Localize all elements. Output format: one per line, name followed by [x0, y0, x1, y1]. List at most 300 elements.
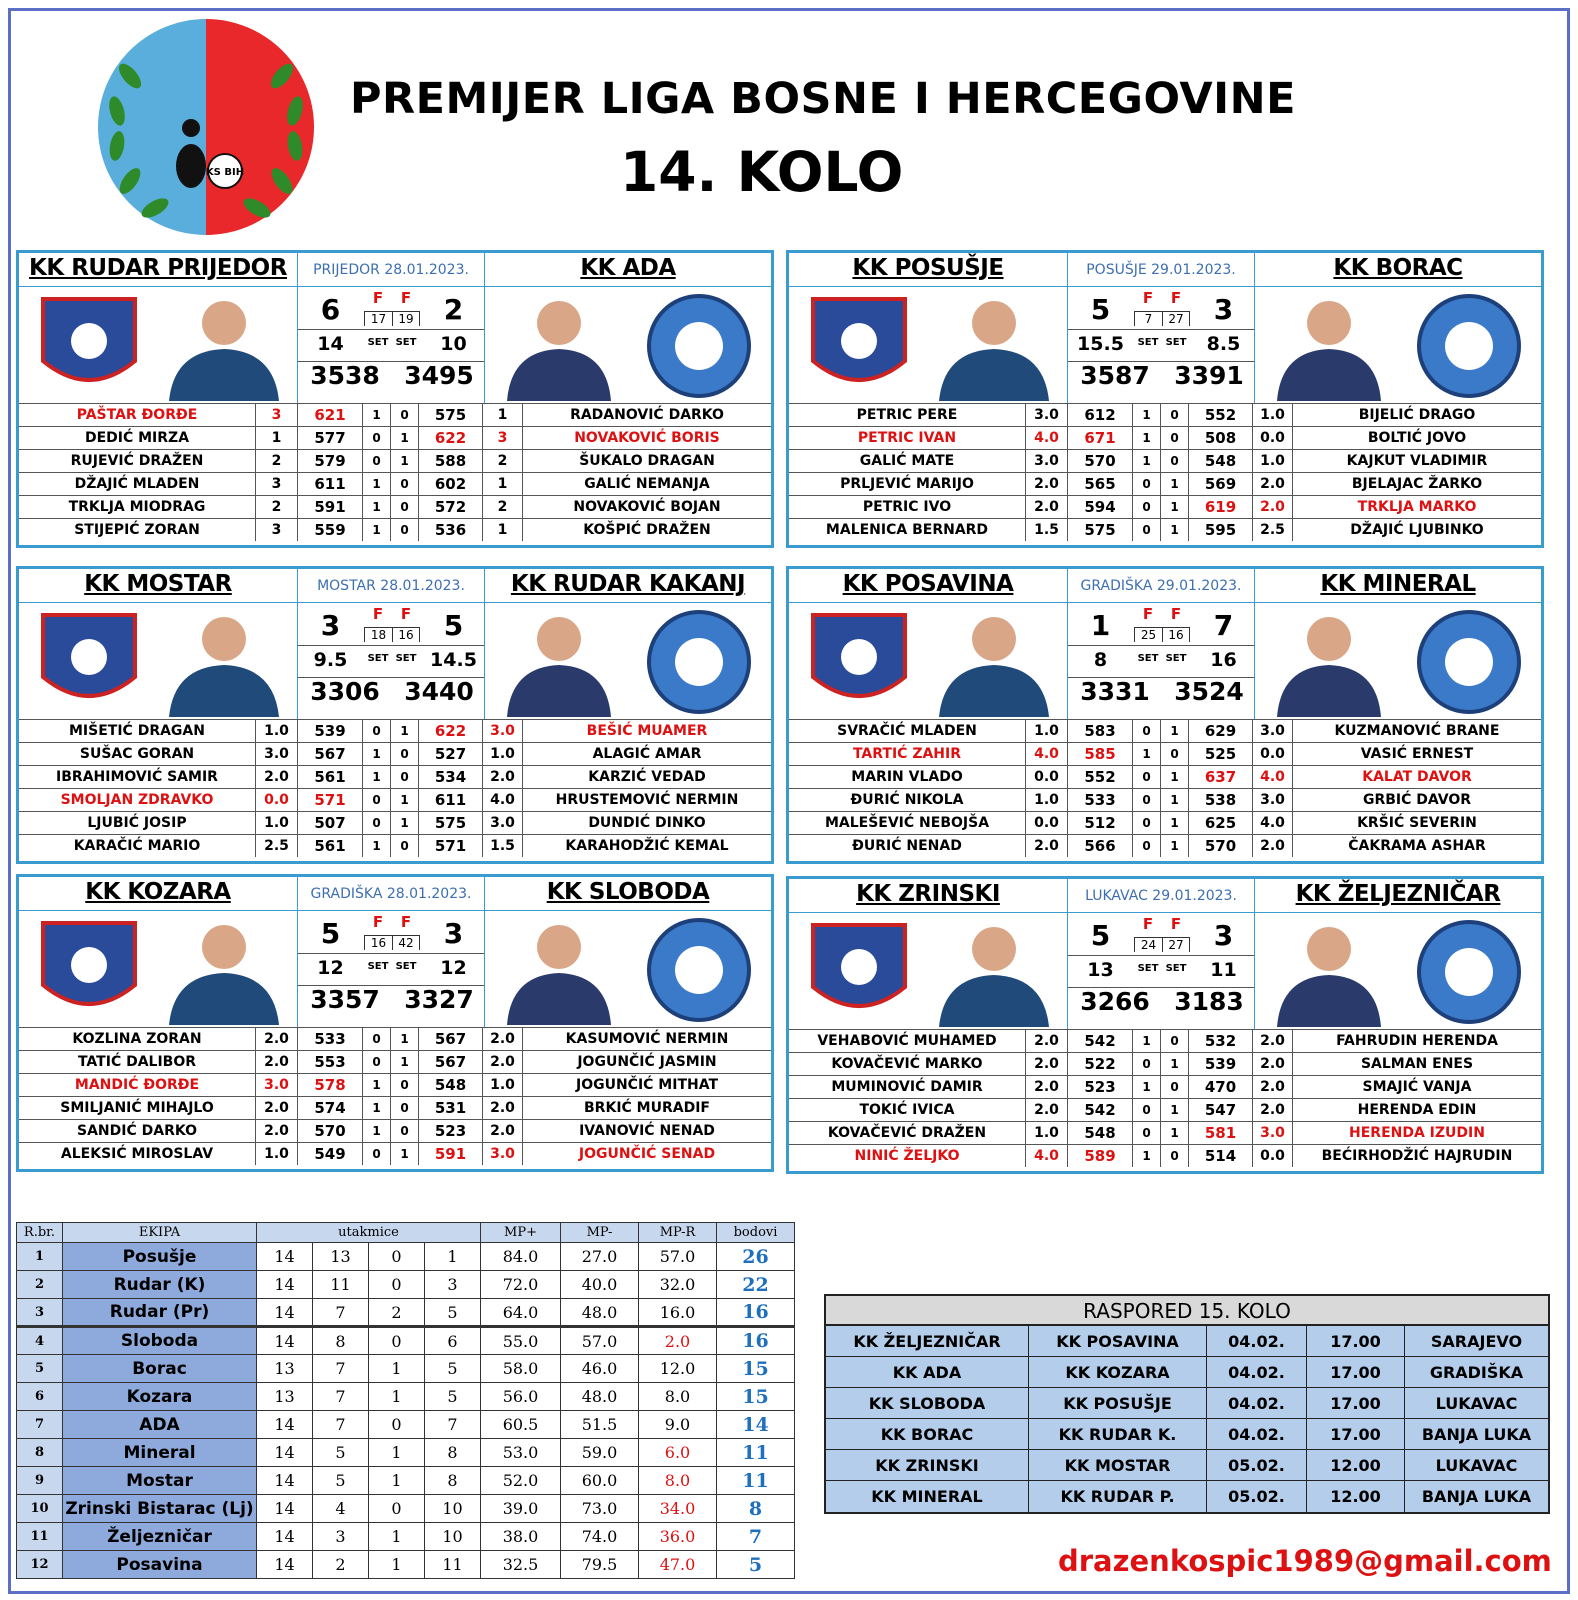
f-label: F	[1170, 915, 1182, 933]
away-match-point: 0	[1160, 1076, 1188, 1098]
away-pins: 595	[1188, 519, 1253, 541]
schedule-row	[826, 1357, 1548, 1388]
f-label: F	[400, 605, 412, 623]
home-match-point: 1	[1132, 450, 1160, 472]
home-pins: 553	[297, 1051, 362, 1073]
home-set-points: 1.0	[255, 720, 297, 742]
standings-mp-plus: 32.5	[481, 1551, 561, 1579]
player-row	[19, 403, 771, 426]
match-header	[19, 253, 771, 287]
away-match-point: 0	[390, 1074, 418, 1096]
away-match-point: 1	[390, 720, 418, 742]
schedule-row	[826, 1388, 1548, 1419]
standings-played: 13	[257, 1355, 313, 1383]
schedule-title: RASPORED 15. KOLO	[826, 1296, 1548, 1326]
schedule-home: KK ADA	[826, 1357, 1029, 1388]
away-set-points: 0.0	[1253, 1145, 1293, 1167]
standings-mp-diff: 36.0	[639, 1523, 717, 1551]
standings-row	[17, 1411, 795, 1439]
standings-played: 14	[257, 1243, 313, 1271]
away-sets: 14.5	[430, 649, 477, 671]
away-match-point: 0	[1160, 427, 1188, 449]
standings-lost: 1	[425, 1243, 481, 1271]
home-pins: 533	[297, 1028, 362, 1050]
away-sets: 10	[440, 333, 467, 355]
home-team-name: KK RUDAR PRIJEDOR	[29, 255, 287, 281]
player-row	[789, 449, 1541, 472]
home-match-point: 1	[362, 404, 390, 426]
standings-team: Rudar (K)	[63, 1271, 257, 1299]
standings-lost: 3	[425, 1271, 481, 1299]
home-club-logo	[33, 291, 145, 401]
set-label: SET	[367, 337, 389, 348]
away-player-name: KARZIĆ VEDAD	[588, 769, 706, 785]
away-club-logo	[639, 291, 759, 401]
schedule-time: 17.00	[1307, 1357, 1405, 1388]
home-match-point: 0	[1132, 766, 1160, 788]
schedule-away: KK POSAVINA	[1029, 1326, 1207, 1357]
away-set-points: 3.0	[1253, 789, 1293, 811]
away-club-logo	[1409, 607, 1529, 717]
standings-won: 8	[313, 1327, 369, 1355]
away-match-point: 0	[1160, 404, 1188, 426]
schedule-away: KK KOZARA	[1029, 1357, 1207, 1388]
home-points: 6	[320, 293, 341, 326]
away-match-point: 0	[390, 519, 418, 541]
home-f-value: 17	[364, 311, 392, 326]
home-match-point: 1	[362, 473, 390, 495]
home-player-name: MIŠETIĆ DRAGAN	[69, 723, 205, 739]
schedule-date: 04.02.	[1207, 1357, 1307, 1388]
away-pins: 622	[418, 427, 483, 449]
away-player-name: BIJELIĆ DRAGO	[1358, 407, 1476, 423]
standings-row	[17, 1551, 795, 1579]
player-row	[19, 834, 771, 857]
player-row	[19, 518, 771, 541]
home-match-point: 0	[362, 812, 390, 834]
home-match-point: 1	[362, 496, 390, 518]
player-row	[789, 765, 1541, 788]
home-player-name: PETRIC PERE	[856, 407, 958, 423]
away-pins: 523	[418, 1120, 483, 1142]
away-set-points: 1	[483, 473, 523, 495]
standings-mp-plus: 72.0	[481, 1271, 561, 1299]
schedule-home: KK MINERAL	[826, 1481, 1029, 1512]
home-pins: 561	[297, 835, 362, 857]
home-set-points: 2.0	[1025, 1053, 1067, 1075]
standings-row	[17, 1439, 795, 1467]
standings-mp-plus: 64.0	[481, 1299, 561, 1327]
match-header	[789, 569, 1541, 603]
home-match-point: 0	[362, 789, 390, 811]
away-pins: 622	[418, 720, 483, 742]
round-title: 14. KOLO	[620, 140, 904, 204]
home-set-points: 1.0	[255, 812, 297, 834]
home-pins: 594	[1067, 496, 1132, 518]
home-match-point: 1	[362, 1120, 390, 1142]
away-total: 3495	[404, 361, 474, 390]
standings-table	[16, 1222, 795, 1579]
col-points: bodovi	[717, 1223, 795, 1243]
home-player-name: KOVAČEVIĆ DRAŽEN	[827, 1125, 987, 1141]
away-set-points: 2.0	[1253, 1030, 1293, 1052]
schedule-date: 05.02.	[1207, 1481, 1307, 1512]
home-team-name: KK ZRINSKI	[856, 881, 1000, 907]
standings-mp-diff: 2.0	[639, 1327, 717, 1355]
away-pins: 552	[1188, 404, 1253, 426]
home-pins: 570	[1067, 450, 1132, 472]
home-sets: 13	[1087, 959, 1114, 981]
standings-lost: 5	[425, 1299, 481, 1327]
set-label: SET	[1137, 653, 1159, 664]
away-match-point: 1	[390, 1051, 418, 1073]
away-set-points: 1.0	[483, 743, 523, 765]
player-row	[19, 742, 771, 765]
standings-rank: 6	[17, 1383, 63, 1411]
away-set-points: 2.0	[1253, 473, 1293, 495]
away-pins: 571	[418, 835, 483, 857]
home-pins: 571	[297, 789, 362, 811]
home-player-name: MUMINOVIĆ DAMIR	[831, 1079, 983, 1095]
away-match-point: 0	[390, 496, 418, 518]
home-pins: 512	[1067, 812, 1132, 834]
standings-mp-diff: 47.0	[639, 1551, 717, 1579]
home-player-photo	[159, 607, 289, 717]
away-match-point: 0	[1160, 450, 1188, 472]
schedule-time: 12.00	[1307, 1481, 1405, 1512]
standings-mp-minus: 59.0	[561, 1439, 639, 1467]
schedule-date: 04.02.	[1207, 1388, 1307, 1419]
standings-drawn: 1	[369, 1467, 425, 1495]
home-player-photo	[929, 291, 1059, 401]
away-match-point: 1	[1160, 1053, 1188, 1075]
home-pins: 611	[297, 473, 362, 495]
schedule-time: 17.00	[1307, 1326, 1405, 1357]
standings-team: Sloboda	[63, 1327, 257, 1355]
standings-mp-diff: 8.0	[639, 1467, 717, 1495]
player-row	[19, 1073, 771, 1096]
venue-date: POSUŠJE 29.01.2023.	[1067, 253, 1255, 287]
home-pins: 542	[1067, 1099, 1132, 1121]
home-points: 3	[320, 609, 341, 642]
player-row	[19, 495, 771, 518]
away-player-name: BRKIĆ MURADIF	[584, 1100, 710, 1116]
standings-lost: 8	[425, 1439, 481, 1467]
home-set-points: 3	[255, 404, 297, 426]
home-match-point: 0	[1132, 496, 1160, 518]
standings-won: 5	[313, 1439, 369, 1467]
standings-points: 11	[717, 1467, 795, 1495]
away-match-point: 0	[1160, 743, 1188, 765]
standings-row	[17, 1355, 795, 1383]
away-team-name: KK BORAC	[1333, 255, 1463, 281]
away-set-points: 0.0	[1253, 743, 1293, 765]
schedule-venue: LUKAVAC	[1435, 1456, 1518, 1475]
standings-drawn: 1	[369, 1439, 425, 1467]
away-pins: 534	[418, 766, 483, 788]
away-match-point: 1	[1160, 766, 1188, 788]
away-player-name: ALAGIĆ AMAR	[592, 746, 702, 762]
away-f-value: 16	[1162, 627, 1190, 642]
away-club-logo	[639, 915, 759, 1025]
home-player-name: KOVAČEVIĆ MARKO	[831, 1056, 983, 1072]
home-set-points: 2.0	[255, 1028, 297, 1050]
set-label: SET	[1137, 337, 1159, 348]
away-set-points: 4.0	[1253, 766, 1293, 788]
home-match-point: 0	[1132, 812, 1160, 834]
standings-team: Posušje	[63, 1243, 257, 1271]
away-set-points: 2.5	[1253, 519, 1293, 541]
home-player-name: SMOLJAN ZDRAVKO	[60, 792, 214, 808]
standings-mp-diff: 57.0	[639, 1243, 717, 1271]
home-pins: 577	[297, 427, 362, 449]
score-block	[1067, 287, 1255, 403]
standings-lost: 10	[425, 1523, 481, 1551]
standings-rank: 8	[17, 1439, 63, 1467]
home-club-logo	[803, 291, 915, 401]
standings-won: 7	[313, 1355, 369, 1383]
standings-lost: 10	[425, 1495, 481, 1523]
away-total: 3524	[1174, 677, 1244, 706]
standings-mp-minus: 73.0	[561, 1495, 639, 1523]
standings-team: ADA	[63, 1411, 257, 1439]
away-player-photo	[1269, 291, 1389, 401]
standings-drawn: 0	[369, 1495, 425, 1523]
away-player-name: HERENDA EDIN	[1357, 1102, 1477, 1118]
standings-played: 14	[257, 1495, 313, 1523]
away-player-photo	[499, 607, 619, 717]
away-set-points: 1	[483, 519, 523, 541]
away-pins: 588	[418, 450, 483, 472]
home-set-points: 3.0	[255, 743, 297, 765]
away-pins: 470	[1188, 1076, 1253, 1098]
home-match-point: 1	[362, 766, 390, 788]
standings-rank: 12	[17, 1551, 63, 1579]
home-pins: 549	[297, 1143, 362, 1165]
standings-mp-diff: 9.0	[639, 1411, 717, 1439]
away-club-logo	[639, 607, 759, 717]
away-match-point: 1	[390, 1143, 418, 1165]
home-match-point: 1	[1132, 1076, 1160, 1098]
home-player-name: LJUBIĆ JOSIP	[87, 815, 187, 831]
home-match-point: 0	[1132, 1053, 1160, 1075]
away-player-name: BEŠIĆ MUAMER	[586, 723, 708, 739]
match-header	[19, 877, 771, 911]
standings-points: 5	[717, 1551, 795, 1579]
f-label: F	[372, 289, 384, 307]
standings-rank: 7	[17, 1411, 63, 1439]
home-pins: 575	[1067, 519, 1132, 541]
away-pins: 548	[1188, 450, 1253, 472]
home-pins: 548	[1067, 1122, 1132, 1144]
home-sets: 15.5	[1077, 333, 1124, 355]
home-player-name: PRLJEVIĆ MARIJO	[840, 476, 974, 492]
home-player-name: ĐURIĆ NENAD	[852, 838, 962, 854]
away-player-name: KASUMOVIĆ NERMIN	[565, 1031, 729, 1047]
player-row	[789, 1121, 1541, 1144]
away-pins: 629	[1188, 720, 1253, 742]
standings-points: 11	[717, 1439, 795, 1467]
standings-team: Posavina	[63, 1551, 257, 1579]
player-rows	[19, 1027, 771, 1165]
player-rows	[19, 719, 771, 857]
home-set-points: 1.0	[1025, 1122, 1067, 1144]
standings-team: Zrinski Bistarac (Lj)	[63, 1495, 257, 1523]
schedule-time: 17.00	[1307, 1388, 1405, 1419]
schedule-away: KK MOSTAR	[1029, 1450, 1207, 1481]
standings-rank: 1	[17, 1243, 63, 1271]
set-label: SET	[395, 337, 417, 348]
away-pins: 536	[418, 519, 483, 541]
standings-won: 4	[313, 1495, 369, 1523]
home-match-point: 0	[362, 1051, 390, 1073]
home-team-name: KK POSAVINA	[842, 571, 1014, 597]
player-row	[19, 765, 771, 788]
standings-mp-plus: 84.0	[481, 1243, 561, 1271]
away-match-point: 1	[1160, 519, 1188, 541]
player-row	[789, 834, 1541, 857]
divider	[1068, 329, 1254, 330]
away-set-points: 4.0	[483, 789, 523, 811]
home-total: 3266	[1080, 987, 1150, 1016]
standings-drawn: 1	[369, 1383, 425, 1411]
away-set-points: 1.0	[1253, 404, 1293, 426]
away-match-point: 0	[390, 473, 418, 495]
player-row	[789, 495, 1541, 518]
home-pins: 579	[297, 450, 362, 472]
score-block	[297, 287, 485, 403]
away-match-point: 0	[1160, 1145, 1188, 1167]
standings-team: Mostar	[63, 1467, 257, 1495]
home-set-points: 2.0	[255, 766, 297, 788]
home-pins: 533	[1067, 789, 1132, 811]
away-team-name: KK ŽELJEZNIČAR	[1295, 881, 1501, 907]
home-pins: 671	[1067, 427, 1132, 449]
home-pins: 583	[1067, 720, 1132, 742]
home-total: 3331	[1080, 677, 1150, 706]
home-set-points: 1.5	[1025, 519, 1067, 541]
home-total: 3357	[310, 985, 380, 1014]
away-team-name: KK MINERAL	[1320, 571, 1476, 597]
standings-row	[17, 1467, 795, 1495]
away-set-points: 3.0	[1253, 1122, 1293, 1144]
match-panel	[16, 250, 774, 548]
home-player-name: SVRAČIĆ MLADEN	[837, 723, 977, 739]
score-block	[297, 911, 485, 1027]
standings-mp-minus: 48.0	[561, 1299, 639, 1327]
away-pins: 567	[418, 1028, 483, 1050]
match-panel	[786, 250, 1544, 548]
standings-drawn: 0	[369, 1411, 425, 1439]
home-player-name: PETRIC IVO	[862, 499, 952, 515]
away-sets: 12	[440, 957, 467, 979]
home-player-name: SUŠAC GORAN	[79, 746, 195, 762]
home-player-name: NINIĆ ŽELJKO	[854, 1148, 960, 1164]
away-player-name: JOGUNČIĆ MITHAT	[575, 1077, 719, 1093]
standings-lost: 5	[425, 1383, 481, 1411]
home-set-points: 3	[255, 473, 297, 495]
col-matches: utakmice	[257, 1223, 481, 1243]
home-player-photo	[929, 607, 1059, 717]
standings-played: 14	[257, 1467, 313, 1495]
home-pins: 507	[297, 812, 362, 834]
home-match-point: 1	[362, 743, 390, 765]
standings-points: 15	[717, 1355, 795, 1383]
schedule-row	[826, 1419, 1548, 1450]
away-f-value: 42	[392, 935, 420, 950]
home-match-point: 0	[362, 450, 390, 472]
schedule-row	[826, 1326, 1548, 1357]
standings-drawn: 0	[369, 1327, 425, 1355]
venue-date: GRADIŠKA 29.01.2023.	[1067, 569, 1255, 603]
match-panel	[786, 566, 1544, 864]
away-set-points: 2.0	[483, 1097, 523, 1119]
away-player-name: JOGUNČIĆ JASMIN	[577, 1054, 717, 1070]
away-pins: 538	[1188, 789, 1253, 811]
divider	[298, 329, 484, 330]
away-set-points: 3.0	[483, 1143, 523, 1165]
home-set-points: 3.0	[255, 1074, 297, 1096]
schedule-venue: SARAJEVO	[1430, 1332, 1523, 1351]
away-pins: 625	[1188, 812, 1253, 834]
away-match-point: 0	[390, 1097, 418, 1119]
standings-mp-diff: 34.0	[639, 1495, 717, 1523]
standings-mp-minus: 74.0	[561, 1523, 639, 1551]
away-points: 3	[1213, 293, 1234, 326]
player-row	[19, 719, 771, 742]
contact-email[interactable]: drazenkospic1989@gmail.com	[1058, 1544, 1552, 1578]
standings-mp-plus: 38.0	[481, 1523, 561, 1551]
away-player-photo	[1269, 917, 1389, 1027]
away-player-name: TRKLJA MARKO	[1357, 499, 1477, 515]
away-player-name: VASIĆ ERNEST	[1360, 746, 1474, 762]
away-set-points: 4.0	[1253, 812, 1293, 834]
away-pins: 572	[418, 496, 483, 518]
standings-points: 16	[717, 1327, 795, 1355]
away-player-name: BEĆIRHODŽIĆ HAJRUDIN	[1321, 1148, 1513, 1164]
standings-mp-minus: 27.0	[561, 1243, 639, 1271]
home-points: 1	[1090, 609, 1111, 642]
set-label: SET	[395, 653, 417, 664]
match-panel	[16, 566, 774, 864]
standings-mp-minus: 48.0	[561, 1383, 639, 1411]
away-pins: 637	[1188, 766, 1253, 788]
standings-mp-diff: 12.0	[639, 1355, 717, 1383]
set-label: SET	[1165, 337, 1187, 348]
away-set-points: 3.0	[483, 720, 523, 742]
standings-rank: 5	[17, 1355, 63, 1383]
home-pins: 559	[297, 519, 362, 541]
col-rank: R.br.	[17, 1223, 63, 1243]
schedule-date: 04.02.	[1207, 1326, 1307, 1357]
standings-mp-minus: 40.0	[561, 1271, 639, 1299]
match-panel	[786, 876, 1544, 1174]
divider	[298, 645, 484, 646]
f-label: F	[372, 913, 384, 931]
away-player-name: NOVAKOVIĆ BOJAN	[573, 499, 721, 515]
standings-mp-diff: 8.0	[639, 1383, 717, 1411]
home-match-point: 0	[1132, 1122, 1160, 1144]
home-set-points: 2	[255, 450, 297, 472]
away-player-name: GALIĆ NEMANJA	[584, 476, 710, 492]
home-pins: 589	[1067, 1145, 1132, 1167]
score-block	[1067, 913, 1255, 1029]
player-row	[19, 1096, 771, 1119]
away-f-value: 27	[1162, 311, 1190, 326]
home-player-photo	[159, 915, 289, 1025]
home-player-name: SANDIĆ DARKO	[77, 1123, 197, 1139]
away-match-point: 1	[1160, 789, 1188, 811]
